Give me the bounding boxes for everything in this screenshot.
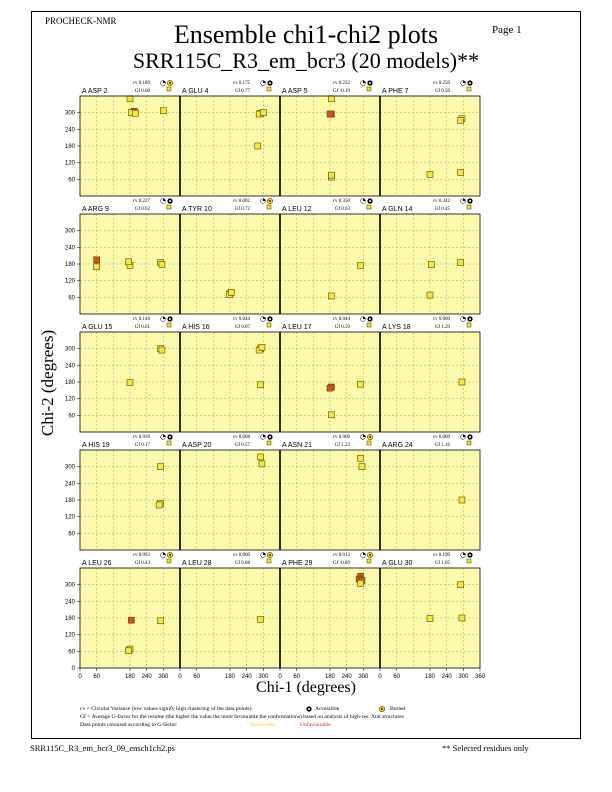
- gf-value: Gf 0.59: [334, 325, 350, 330]
- y-tick-label: 180: [64, 144, 75, 150]
- gf-value: Gf 0.50: [434, 89, 450, 94]
- cv-value: cv 0.146: [132, 317, 150, 322]
- cv-value: cv 0.175: [232, 81, 250, 86]
- buried-icon-core: [369, 554, 371, 556]
- x-tick-label: 60: [193, 674, 201, 680]
- cv-value: cv 0.044: [332, 317, 350, 322]
- gf-swatch: [267, 441, 271, 445]
- data-point: [359, 464, 365, 470]
- data-point: [459, 615, 465, 621]
- legend-unfavourable: Unfavourable: [300, 722, 331, 728]
- cv-dial-fill: [463, 435, 465, 437]
- y-tick-label: 60: [68, 177, 75, 184]
- gf-swatch: [367, 441, 371, 445]
- gf-value: Gf 0.45: [434, 207, 450, 212]
- x-tick-label: 300: [458, 674, 469, 680]
- residue-label: A ASP 5: [282, 88, 308, 95]
- y-tick-label: 300: [64, 464, 75, 471]
- residue-label: A LEU 12: [282, 206, 312, 213]
- residue-label: A ARG 24: [382, 442, 413, 449]
- gf-swatch: [167, 87, 171, 91]
- data-point: [358, 381, 364, 387]
- footer-filename: SRR115C_R3_em_bcr3_09_ensch1ch2.ps: [30, 743, 175, 753]
- cv-value: cv 0.000: [432, 317, 450, 322]
- y-tick-label: 300: [64, 228, 75, 235]
- data-point: [159, 262, 165, 268]
- y-tick-label: 0: [71, 666, 75, 672]
- x-axis-label: Chi-1 (degrees): [256, 679, 356, 696]
- cv-value: cv 0.006: [332, 435, 350, 440]
- cv-dial-fill: [263, 199, 265, 201]
- x-tick-label: 240: [341, 674, 352, 680]
- gf-value: Gf 0.77: [234, 89, 250, 94]
- data-point: [459, 497, 465, 503]
- data-point: [228, 289, 234, 295]
- gf-swatch: [167, 323, 171, 327]
- cv-value: cv 0.189: [132, 81, 150, 86]
- residue-label: A HIS 19: [82, 442, 110, 449]
- y-tick-label: 300: [64, 346, 75, 353]
- y-tick-label: 60: [68, 649, 75, 656]
- y-tick-label: 120: [64, 160, 75, 167]
- cv-value: cv 0.013: [332, 553, 350, 558]
- residue-label: A GLU 30: [382, 560, 413, 567]
- gf-value: Gf 0.43: [134, 561, 150, 566]
- data-point: [458, 169, 464, 175]
- accessible-icon-core: [269, 82, 271, 84]
- accessible-icon-core: [369, 200, 371, 202]
- page-subtitle: SRR115C_R3_em_bcr3 (20 models)**: [132, 48, 480, 73]
- residue-label: A HIS 16: [182, 324, 210, 331]
- x-tick-label: 300: [258, 674, 269, 680]
- gf-value: Gf 1.23: [334, 443, 350, 448]
- data-point: [258, 616, 264, 622]
- y-tick-label: 120: [64, 632, 75, 639]
- data-point: [358, 580, 364, 586]
- gf-swatch: [367, 205, 371, 209]
- cv-value: cv 0.000: [432, 435, 450, 440]
- gf-value: Gf 1.05: [434, 561, 450, 566]
- cv-dial-fill: [363, 81, 365, 83]
- gf-value: Gf 0.57: [234, 443, 250, 448]
- y-tick-label: 300: [64, 110, 75, 117]
- gf-swatch: [167, 559, 171, 563]
- y-tick-label: 60: [68, 413, 75, 420]
- gf-value: Gf 1.29: [434, 325, 450, 330]
- gf-value: Gf 0.62: [134, 207, 150, 212]
- x-tick-label: 240: [141, 674, 152, 680]
- data-point: [328, 172, 334, 178]
- buried-icon-core: [369, 436, 371, 438]
- accessible-icon-core: [169, 200, 171, 202]
- data-point: [158, 618, 164, 624]
- x-tick-label: 0: [78, 674, 82, 680]
- data-point: [127, 96, 133, 102]
- gf-swatch: [467, 559, 471, 563]
- data-point: [127, 380, 133, 386]
- y-tick-label: 240: [64, 599, 75, 606]
- buried-icon-core: [169, 554, 171, 556]
- gf-value: Gf 0.63: [334, 207, 350, 212]
- residue-label: A LEU 26: [82, 560, 112, 567]
- cv-value: cv 0.008: [232, 435, 250, 440]
- data-point: [133, 110, 139, 116]
- footnote-cv: cv = Circular Variance (low values signify high clustering of the data points).: [80, 706, 253, 712]
- buried-icon-core: [269, 554, 271, 556]
- cv-dial-fill: [463, 553, 465, 555]
- cv-value: cv 0.250: [432, 81, 450, 86]
- x-tick-label: 300: [358, 674, 369, 680]
- data-point: [94, 264, 100, 270]
- data-point: [427, 171, 433, 177]
- gf-swatch: [267, 323, 271, 327]
- accessible-icon-core: [269, 318, 271, 320]
- program-name: PROCHECK-NMR: [45, 16, 117, 26]
- residue-label: A ASP 20: [182, 442, 212, 449]
- y-tick-label: 240: [64, 127, 75, 134]
- gf-swatch: [467, 205, 471, 209]
- buried-icon-core: [269, 200, 271, 202]
- cv-value: cv 0.190: [432, 553, 450, 558]
- cv-dial-fill: [463, 199, 465, 201]
- gf-swatch: [467, 87, 471, 91]
- cv-dial-fill: [263, 81, 265, 83]
- gf-swatch: [267, 559, 271, 563]
- y-tick-label: 120: [64, 396, 75, 403]
- y-tick-label: 180: [64, 380, 75, 386]
- x-tick-label: 180: [324, 674, 336, 680]
- cv-dial-fill: [363, 553, 365, 555]
- residue-label: A ARG 9: [82, 206, 109, 213]
- x-tick-label: 0: [178, 674, 182, 680]
- y-tick-label: 240: [64, 363, 75, 370]
- residue-label: A TYR 10: [182, 206, 212, 213]
- data-point: [128, 617, 134, 623]
- y-tick-label: 60: [68, 295, 75, 302]
- data-point: [458, 582, 464, 588]
- gf-swatch: [467, 441, 471, 445]
- data-point: [126, 259, 132, 265]
- gf-value: Gf -0.89: [333, 561, 350, 566]
- x-tick-label: 240: [441, 674, 452, 680]
- buried-icon-core: [169, 82, 171, 84]
- residue-label: A GLU 4: [182, 88, 209, 95]
- data-point: [260, 110, 266, 116]
- accessible-icon-core: [369, 82, 371, 84]
- accessible-icon-core: [469, 200, 471, 202]
- data-point: [259, 344, 265, 350]
- data-point: [328, 293, 334, 299]
- y-tick-label: 120: [64, 278, 75, 285]
- gf-swatch: [367, 323, 371, 327]
- residue-label: A ASN 21: [282, 442, 312, 449]
- residue-label: A LEU 28: [182, 560, 212, 567]
- cv-dial-fill: [363, 317, 365, 319]
- data-point: [156, 502, 162, 508]
- data-point: [459, 379, 465, 385]
- data-point: [126, 648, 132, 654]
- data-point: [328, 412, 334, 418]
- accessible-icon-core: [369, 318, 371, 320]
- accessible-icon-core: [469, 436, 471, 438]
- x-tick-label: 180: [224, 674, 236, 680]
- gf-value: Gf 0.61: [134, 325, 150, 330]
- legend-accessible: Accessible: [315, 706, 340, 712]
- data-point: [255, 143, 261, 149]
- gf-value: Gf 0.17: [134, 443, 150, 448]
- cv-value: cv 0.093: [132, 553, 150, 558]
- residue-label: A GLN 14: [382, 206, 413, 213]
- data-point: [258, 454, 264, 460]
- cv-dial-fill: [463, 81, 465, 83]
- x-tick-label: 0: [378, 674, 382, 680]
- y-tick-label: 240: [64, 245, 75, 252]
- gf-swatch: [367, 87, 371, 91]
- cv-dial-fill: [163, 81, 165, 83]
- data-point: [258, 382, 264, 388]
- data-point: [328, 96, 334, 102]
- cv-value: cv 0.350: [332, 199, 350, 204]
- cv-dial-fill: [263, 317, 265, 319]
- x-tick-label: 180: [424, 674, 436, 680]
- page-title: Ensemble chi1-chi2 plots: [173, 20, 439, 49]
- cv-dial-fill: [163, 553, 165, 555]
- data-point: [327, 385, 333, 391]
- data-point: [160, 108, 166, 114]
- data-point: [427, 616, 433, 622]
- y-tick-label: 120: [64, 514, 75, 521]
- cv-dial-fill: [463, 317, 465, 319]
- cv-dial-fill: [363, 199, 365, 201]
- gf-value: Gf 1.16: [434, 443, 450, 448]
- page-number: Page 1: [492, 24, 522, 36]
- x-tick-label: 180: [124, 674, 136, 680]
- data-point: [428, 262, 434, 268]
- legend-accessible-icon-core: [308, 708, 310, 710]
- residue-label: A GLU 15: [82, 324, 113, 331]
- gf-swatch: [267, 87, 271, 91]
- x-tick-label: 240: [241, 674, 252, 680]
- x-tick-label: 300: [158, 674, 169, 680]
- residue-label: A LEU 17: [282, 324, 312, 331]
- cv-value: cv 0.222: [332, 81, 350, 86]
- accessible-icon-core: [469, 554, 471, 556]
- x-tick-label: 60: [293, 674, 301, 680]
- gf-value: Gf -0.19: [333, 89, 350, 94]
- data-point: [427, 292, 433, 298]
- gf-swatch: [167, 205, 171, 209]
- gf-value: Gf 0.72: [234, 207, 250, 212]
- x-tick-label: 60: [393, 674, 401, 680]
- data-point: [259, 461, 265, 467]
- cv-dial-fill: [163, 317, 165, 319]
- footnote-colouring: Data points coloured according to G-factor:: [80, 722, 178, 728]
- gf-swatch: [167, 441, 171, 445]
- data-point: [458, 260, 464, 266]
- accessible-icon-core: [469, 318, 471, 320]
- accessible-icon-core: [469, 82, 471, 84]
- cv-value: cv 0.342: [432, 199, 450, 204]
- cv-value: cv 0.000: [232, 553, 250, 558]
- y-axis-label: Chi-2 (degrees): [38, 329, 57, 437]
- y-tick-label: 300: [64, 582, 75, 589]
- y-tick-label: 180: [64, 262, 75, 268]
- y-tick-label: 60: [68, 531, 75, 538]
- x-tick-label: 0: [278, 674, 282, 680]
- y-tick-label: 180: [64, 498, 75, 504]
- accessible-icon-core: [169, 318, 171, 320]
- x-tick-label: 360: [474, 674, 486, 680]
- cv-value: cv 0.044: [232, 317, 250, 322]
- residue-label: A ASP 2: [82, 88, 108, 95]
- data-point: [358, 455, 364, 461]
- gf-swatch: [467, 323, 471, 327]
- data-point: [159, 347, 165, 353]
- cv-dial-fill: [163, 435, 165, 437]
- cv-dial-fill: [263, 435, 265, 437]
- y-tick-label: 240: [64, 481, 75, 488]
- data-point: [458, 117, 464, 123]
- cv-value: cv 0.039: [132, 435, 150, 440]
- legend-buried-icon-core: [381, 708, 383, 710]
- legend-buried: Buried: [390, 706, 406, 712]
- footer-note: ** Selected residues only: [442, 743, 529, 753]
- accessible-icon-core: [169, 436, 171, 438]
- data-point: [327, 111, 333, 117]
- x-tick-label: 60: [93, 674, 101, 680]
- cv-value: cv 0.227: [132, 199, 150, 204]
- residue-label: A PHE 29: [282, 560, 313, 567]
- footnote-gf: Gf = Average G-factor for the residue (the higher the value the more favourable the conformations) based on analysis of high-res. Xtal structures: [80, 714, 404, 720]
- data-point: [158, 464, 164, 470]
- cv-dial-fill: [163, 199, 165, 201]
- gf-value: Gf 0.88: [234, 561, 250, 566]
- legend-favourable: Favourable: [250, 722, 276, 728]
- cv-dial-fill: [263, 553, 265, 555]
- cv-dial-fill: [363, 435, 365, 437]
- cv-value: cv 0.002: [232, 199, 250, 204]
- gf-swatch: [367, 559, 371, 563]
- data-point: [94, 257, 100, 263]
- residue-label: A LYS 18: [382, 324, 411, 331]
- residue-label: A PHE 7: [382, 88, 409, 95]
- y-tick-label: 180: [64, 616, 75, 622]
- gf-value: Gf 0.60: [134, 89, 150, 94]
- accessible-icon-core: [269, 436, 271, 438]
- gf-value: Gf 0.07: [234, 325, 250, 330]
- gf-swatch: [267, 205, 271, 209]
- data-point: [358, 262, 364, 268]
